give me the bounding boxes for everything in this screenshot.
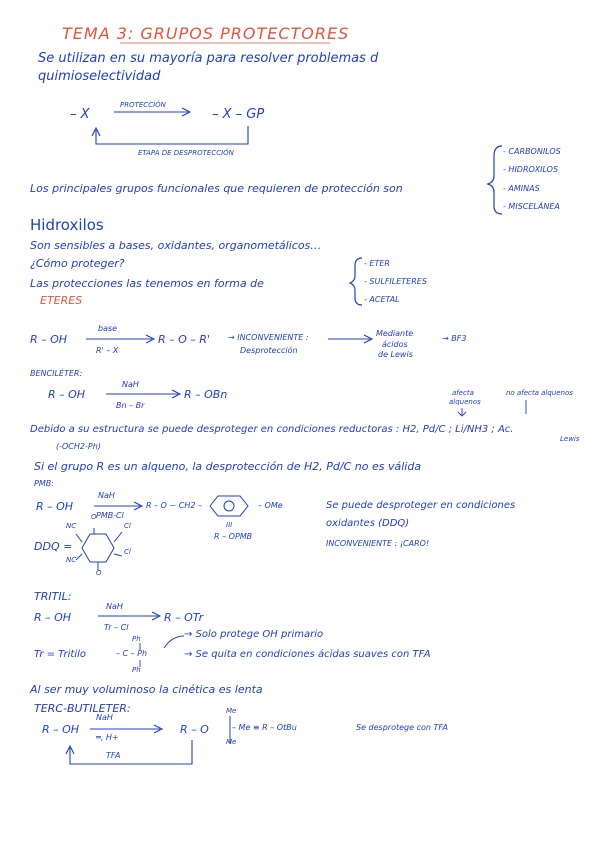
tbu-arrow — [90, 725, 162, 733]
tritil-arrow — [98, 612, 160, 620]
ddq-cl-top: Cl — [124, 522, 131, 530]
pmb-note-1: Se puede desproteger en condiciones — [326, 500, 516, 511]
group-item-hidroxilos: - HIDROXILOS — [503, 165, 559, 174]
tritil-note-1: → Solo protege OH primario — [184, 629, 324, 640]
pmb-note-3: INCONVENIENTE : ¡CARO! — [326, 539, 430, 548]
tritil-note-2: → Se quita en condiciones ácidas suaves con TFA — [184, 649, 431, 660]
ddq-label: DDQ = — [34, 540, 73, 553]
ddq-o-bottom: O — [96, 569, 102, 577]
scheme-back-label: ETAPA DE DESPROTECCIÓN — [138, 149, 234, 157]
bn-line-3: Si el grupo R es un alqueno, la desprotección de H2, Pd/C no es válida — [34, 460, 422, 473]
groups-brace — [488, 146, 502, 214]
ether-bf3: → BF3 — [442, 334, 467, 343]
tbu-above: NaH — [96, 713, 113, 722]
pmb-note-2: oxidantes (DDQ) — [326, 518, 410, 529]
bn-above: NaH — [122, 380, 139, 389]
tbu-note: Se desprotege con TFA — [356, 723, 448, 732]
hidroxilos-line-3: Las protecciones las tenemos en forma de — [30, 277, 264, 290]
section-pmb: PMB: — [34, 479, 54, 488]
ddq-nc-bottom: NC — [66, 556, 77, 564]
bn-reactant: R – OH — [48, 388, 86, 401]
group-item-aminas: - AMINAS — [503, 184, 540, 193]
tritil-kinetics: Al ser muy voluminoso la cinética es lenta — [30, 683, 263, 696]
pmb-reactant: R – OH — [36, 500, 74, 513]
ether-product: R – O – R' — [158, 333, 210, 346]
ether-reactant: R – OH — [30, 333, 68, 346]
intro-line-2: quimioselectividad — [38, 69, 161, 84]
tritil-product: R – OTr — [164, 611, 204, 624]
tritil-ph-top: Ph — [132, 635, 141, 643]
bn-line-2: (-OCH2-Ph) — [56, 442, 101, 451]
inconveniente-arrow — [328, 335, 372, 343]
ether-arrow — [86, 335, 154, 343]
ether-above: base — [98, 324, 118, 333]
bn-lewis: Lewis — [560, 435, 580, 443]
pmb-above: NaH — [98, 491, 115, 500]
pmb-arrow — [94, 502, 142, 510]
protection-arrow — [114, 108, 190, 116]
ether-below: R' – X — [96, 346, 119, 355]
bn-no-afecta: no afecta alquenos — [506, 389, 573, 397]
eteres-label: ETERES — [40, 294, 83, 307]
pmb-short: R – OPMB — [214, 532, 253, 541]
type-eter: - ETER — [364, 259, 390, 268]
group-item-carbonilos: - CARBONILOS — [503, 147, 561, 156]
bn-arrow — [106, 390, 180, 398]
tbu-tfa: TFA — [106, 751, 121, 760]
tritil-below: Tr – Cl — [104, 623, 129, 632]
pmb-ring — [210, 496, 248, 516]
ether-lewis: de Lewis — [378, 350, 413, 359]
ddq-ring — [76, 528, 122, 570]
types-brace — [350, 258, 362, 305]
tritil-reactant: R – OH — [34, 611, 72, 624]
bn-line-1: Debido a su estructura se puede desproteger en condiciones reductoras : H2, Pd/C ; Li/NH3 ; Ac. — [30, 424, 514, 435]
tbu-below: ═, H+ — [96, 733, 119, 742]
pmb-below: PMB-Cl — [96, 511, 124, 520]
tbu-reactant: R – OH — [42, 723, 80, 736]
bn-alquenos: alquenos — [449, 398, 481, 406]
scheme-start: – X — [70, 107, 90, 122]
tbu-me-bottom: Me — [226, 738, 237, 746]
page-title: TEMA 3: GRUPOS PROTECTORES — [62, 24, 350, 43]
pmb-triple-bar: III — [226, 521, 233, 529]
group-item-miscelanea: - MISCELÁNEA — [503, 202, 560, 211]
bn-afecta: afecta — [452, 389, 474, 397]
tritil-def: Tr = Tritilo — [34, 649, 86, 660]
bn-below: Bn – Br — [116, 401, 145, 410]
ether-desprotection: Desprotección — [240, 346, 298, 355]
tritil-ph-bottom: Ph — [132, 666, 141, 674]
section-tbu: TERC-BUTILETER: — [34, 702, 131, 715]
type-acetal: - ACETAL — [364, 295, 400, 304]
ddq-cl-bottom: Cl — [124, 548, 131, 556]
pmb-product-left: R – O ~ CH2 – — [146, 501, 202, 510]
ether-inconveniente: → INCONVENIENTE : — [228, 333, 309, 342]
tbu-eq: – Me ≡ R – OtBu — [232, 723, 297, 732]
tbu-me-top: Me — [226, 707, 237, 715]
section-hidroxilos: Hidroxilos — [30, 216, 104, 234]
hidroxilos-line-1: Son sensibles a bases, oxidantes, organometálicos… — [30, 239, 322, 252]
ether-mediante: Mediante — [376, 329, 414, 338]
section-tritil: TRITIL: — [34, 590, 72, 603]
groups-sentence: Los principales grupos funcionales que requieren de protección son — [30, 182, 403, 195]
scheme-end: – X – GP — [212, 107, 265, 122]
ddq-nc-top: NC — [66, 522, 77, 530]
ddq-o-top: O — [91, 513, 97, 521]
section-bencileter: BENCILÉTER: — [30, 369, 83, 378]
scheme-arrow-label: PROTECCIÓN — [120, 101, 166, 109]
tbu-product-left: R – O — [180, 723, 209, 736]
hidroxilos-line-2: ¿Cómo proteger? — [30, 257, 125, 270]
type-sulfileteres: - SULFILETERES — [364, 277, 427, 286]
pmb-product-right: – OMe — [258, 501, 283, 510]
deprotection-arrow — [92, 126, 248, 144]
intro-line-1: Se utilizan en su mayoría para resolver problemas d — [38, 51, 379, 66]
tbu-back-arrow — [66, 740, 192, 764]
tritil-above: NaH — [106, 602, 123, 611]
ether-acidos: ácidos — [382, 340, 408, 349]
bn-product: R – OBn — [184, 388, 228, 401]
tritil-center: – C – Ph — [116, 649, 148, 658]
